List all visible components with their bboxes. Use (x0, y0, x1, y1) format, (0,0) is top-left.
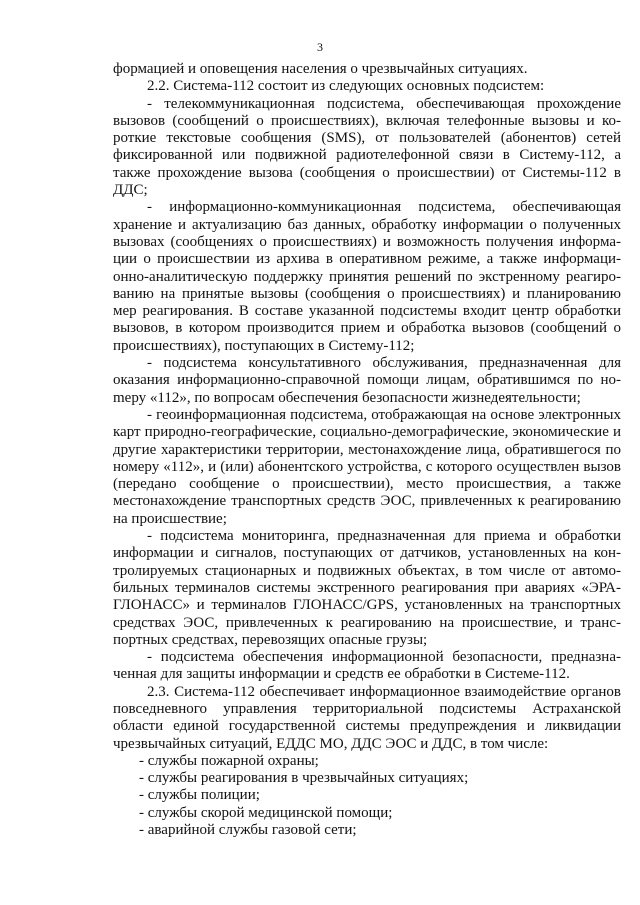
list-item-gas-service: - аварийной службы газовой сети; (139, 822, 357, 839)
paragraph-geoinfo-subsystem: - геоинформационная подсистема, отображающая на основе электронных карт природно-географические, социально-демографические, экономические и другие характеристики территории, местонахождение лица, обратившегося по номеру «112», и (или) абонентского устройства, с которого осуществлен вызов (передано сообщение о происшествии), место происшествия, а также местонахождение транспортных средств ЭОС, привлеченных к реагированию на происшествие; (113, 406, 621, 527)
document-body (113, 61, 621, 839)
list-item-fire-service: - службы пожарной охраны; (139, 752, 319, 769)
list-item-ambulance: - службы скорой медицинской помощи; (139, 804, 393, 821)
paragraph-telecom-subsystem: - телекоммуникационная подсистема, обеспечивающая прохождение вызовов (сообщений о происшествиях), включая телефонные вызовы и короткие текстовые сообщения (SMS), от пользователей (абонентов) сетей фиксированной или подвижной радиотелефонной связи в Систему-112, а также прохождение вызова (сообщения о происшествии) от Системы-112 в ДДС; (113, 95, 621, 199)
paragraph-consulting-subsystem: - подсистема консультативного обслуживания, предназначенная для оказания информационно-справочной помощи лицам, обратившимся по ноmеру «112», по вопросам обеспечения безопасности жизнедеятельности; (113, 355, 621, 406)
list-item-police: - службы полиции; (139, 787, 260, 804)
paragraph-security-subsystem: - подсистема обеспечения информационной безопасности, предназначенная для защиты информации и средств ее обработки в Системе-112. (113, 649, 621, 683)
list-item-emergency-service: - службы реагирования в чрезвычайных ситуациях; (139, 770, 469, 787)
paragraph-continuation: формацией и оповещения населения о чрезвычайных ситуациях. (113, 61, 528, 77)
paragraph-monitoring-subsystem: - подсистема мониторинга, предназначенная для приема и обработки информации и сигналов, поступающих от датчиков, установленных на контролируемых стационарных и подвижных объектах, в том числе от автомобильных терминалов системы экстренного реагирования при авариях «ЭРА-ГЛОНАСС» и терминалов ГЛОНАСС/GPS, установленных на транспортных средствах ЭОС, привлеченных к реагированию на происшествие, и транспортных средствах, перевозящих опасные грузы; (113, 528, 621, 648)
paragraph-info-comm-subsystem: - информационно-коммуникационная подсистема, обеспечивающая хранение и актуализацию баз данных, обработку информации о полученных вызовах (сообщениях о происшествиях) и возможность получения информации о происшествии из архива в оперативном режиме, а также информационно-аналитическую поддержку принятия решений по экстренному реагированию на принятые вызовы (сообщения о происшествиях) и планированию мер реагирования. В составе указанной подсистемы входит центр обработки вызовов, в котором производится прием и обработка вызовов (сообщений о происшествиях), поступающих в Систему-112; (113, 199, 621, 354)
paragraph-2-3: 2.3. Система-112 обеспечивает информационное взаимодействие органов повседневного управления территориальной подсистемы Астраханской области единой государственной системы предупреждения и ликвидации чрезвычайных ситуаций, ЕДДС МО, ДДС ЭОС и ДДС, в том числе: (113, 683, 621, 752)
page-number: 3 (317, 40, 323, 54)
paragraph-2-2: 2.2. Система-112 состоит из следующих основных подсистем: (147, 78, 545, 95)
